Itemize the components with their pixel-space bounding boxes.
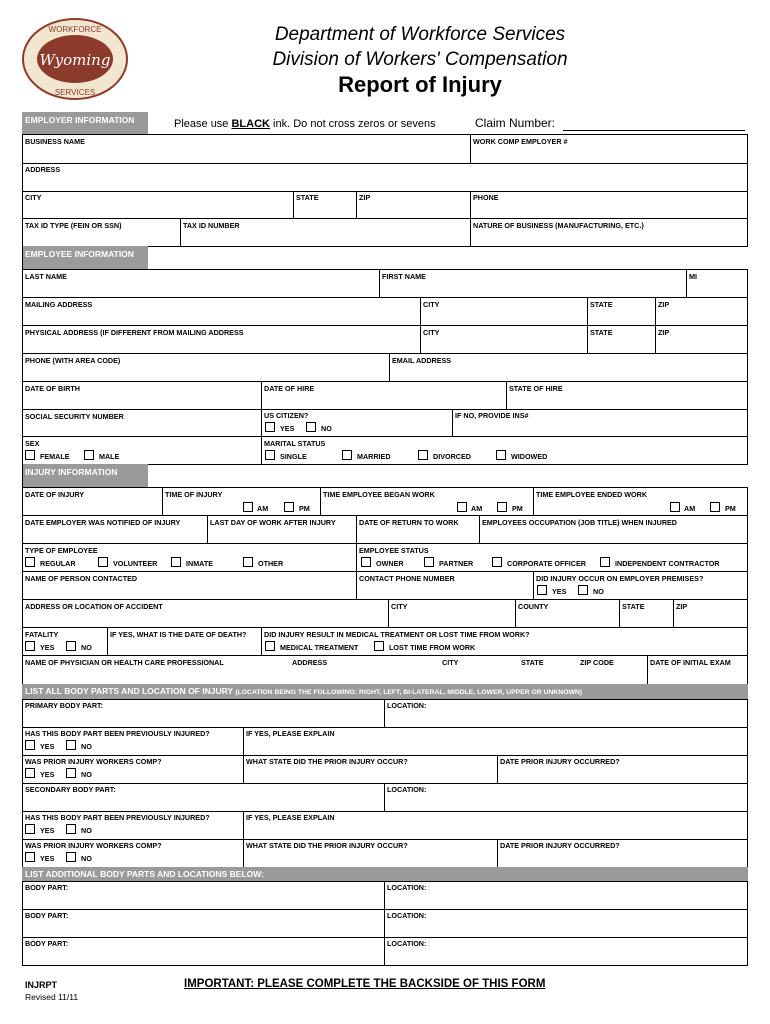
marital-divorced-checkbox[interactable] [418, 450, 428, 460]
citizen-yes-checkbox[interactable] [265, 422, 275, 432]
employee-status-label: EMPLOYEE STATUS [359, 546, 429, 555]
date-return-to-work-label: DATE OF RETURN TO WORK [359, 518, 459, 527]
secondary-prev-no-checkbox[interactable] [66, 824, 76, 834]
claim-number-field[interactable] [563, 130, 745, 131]
fatality-yes-checkbox[interactable] [25, 641, 35, 651]
secondary-prior-date-label: DATE PRIOR INJURY OCCURRED? [500, 841, 620, 850]
additional-location-3-label: LOCATION: [387, 939, 427, 948]
volunteer-label: VOLUNTEER [113, 559, 158, 568]
began-pm-label: PM [512, 504, 523, 513]
ended-pm-label: PM [725, 504, 736, 513]
regular-label: REGULAR [40, 559, 76, 568]
other-checkbox[interactable] [243, 557, 253, 567]
fatality-label: FATALITY [25, 630, 59, 639]
person-contacted-label: NAME OF PERSON CONTACTED [25, 574, 138, 583]
ink-instructions: Please use BLACK ink. Do not cross zeros or sevens [174, 118, 436, 130]
secondary-prior-wc-label: WAS PRIOR INJURY WORKERS COMP? [25, 841, 162, 850]
nature-of-business-label: NATURE OF BUSINESS (MANUFACTURING, ETC.) [473, 221, 644, 230]
on-premises-label: DID INJURY OCCUR ON EMPLOYER PREMISES? [536, 574, 704, 583]
date-of-hire-label: DATE OF HIRE [264, 384, 315, 393]
physician-name-label: NAME OF PHYSICIAN OR HEALTH CARE PROFESSIONAL [25, 658, 224, 667]
form-code: INJRPT [25, 980, 58, 990]
physical-address-label: PHYSICAL ADDRESS (IF DIFFERENT FROM MAILING ADDRESS [25, 328, 244, 337]
secondary-wc-no-checkbox[interactable] [66, 852, 76, 862]
claim-number-label: Claim Number: [475, 116, 556, 130]
employer-zip-label: ZIP [359, 193, 371, 202]
primary-body-part-label: PRIMARY BODY PART: [25, 701, 104, 710]
tax-id-number-label: TAX ID NUMBER [183, 221, 240, 230]
lost-time-checkbox[interactable] [374, 641, 384, 651]
form-title: Report of Injury [338, 72, 502, 97]
date-notified-label: DATE EMPLOYER WAS NOTIFIED OF INJURY [25, 518, 181, 527]
physician-address-label: ADDRESS [292, 658, 328, 667]
owner-label: OWNER [376, 559, 404, 568]
first-name-label: FIRST NAME [382, 272, 426, 281]
mailing-state-label: STATE [590, 300, 613, 309]
occupation-label: EMPLOYEES OCCUPATION (JOB TITLE) WHEN INJURED [482, 518, 678, 527]
secondary-body-part-label: SECONDARY BODY PART: [25, 785, 116, 794]
section-employer-information: EMPLOYER INFORMATION [22, 112, 148, 135]
employer-address-label: ADDRESS [25, 165, 61, 174]
mailing-address-label: MAILING ADDRESS [25, 300, 93, 309]
secondary-wc-yes-label: YES [40, 854, 55, 863]
primary-explain-label: IF YES, PLEASE EXPLAIN [246, 729, 335, 738]
date-of-death-label: IF YES, WHAT IS THE DATE OF DEATH? [110, 630, 247, 639]
began-am-label: AM [471, 504, 483, 513]
initial-exam-label: DATE OF INITIAL EXAM [650, 658, 731, 667]
physician-state-label: STATE [521, 658, 544, 667]
regular-checkbox[interactable] [25, 557, 35, 567]
additional-body-part-1-label: BODY PART: [25, 883, 69, 892]
fatality-no-checkbox[interactable] [66, 641, 76, 651]
corporate-officer-checkbox[interactable] [492, 557, 502, 567]
physical-state-label: STATE [590, 328, 613, 337]
marital-married-checkbox[interactable] [342, 450, 352, 460]
secondary-location-label: LOCATION: [387, 785, 427, 794]
injury-am-checkbox[interactable] [243, 502, 253, 512]
sex-male-checkbox[interactable] [84, 450, 94, 460]
fatality-yes-label: YES [40, 643, 55, 652]
sex-female-checkbox[interactable] [25, 450, 35, 460]
premises-no-checkbox[interactable] [578, 585, 588, 595]
date-of-injury-label: DATE OF INJURY [25, 490, 85, 499]
svg-text:WORKFORCE: WORKFORCE [48, 25, 102, 34]
secondary-prior-state-label: WHAT STATE DID THE PRIOR INJURY OCCUR? [246, 841, 408, 850]
volunteer-checkbox[interactable] [98, 557, 108, 567]
employer-state-label: STATE [296, 193, 319, 202]
inmate-label: INMATE [186, 559, 214, 568]
treatment-or-lost-time-label: DID INJURY RESULT IN MEDICAL TREATMENT OR LOST TIME FROM WORK? [264, 630, 530, 639]
injury-am-label: AM [257, 504, 269, 513]
section-body-parts: LIST ALL BODY PARTS AND LOCATION OF INJURY (LOCATION BEING THE FOLLOWING: RIGHT, LEFT, BI-LATERAL, MIDDLE, LOWER, UPPER OR UNKNOWN) [22, 684, 748, 699]
partner-checkbox[interactable] [424, 557, 434, 567]
male-label: MALE [99, 452, 120, 461]
sex-label: SEX [25, 439, 40, 448]
secondary-prev-yes-checkbox[interactable] [25, 824, 35, 834]
time-of-injury-label: TIME OF INJURY [165, 490, 223, 499]
last-name-label: LAST NAME [25, 272, 67, 281]
secondary-wc-yes-checkbox[interactable] [25, 852, 35, 862]
independent-contractor-label: INDEPENDENT CONTRACTOR [615, 559, 720, 568]
primary-previously-injured-label: HAS THIS BODY PART BEEN PREVIOUSLY INJURED? [25, 729, 210, 738]
section-injury-information: INJURY INFORMATION [22, 464, 148, 487]
primary-wc-yes-label: YES [40, 770, 55, 779]
injury-pm-checkbox[interactable] [284, 502, 294, 512]
mailing-zip-label: ZIP [658, 300, 670, 309]
type-of-employee-label: TYPE OF EMPLOYEE [25, 546, 98, 555]
date-of-birth-label: DATE OF BIRTH [25, 384, 80, 393]
ended-pm-checkbox[interactable] [710, 502, 720, 512]
single-label: SINGLE [280, 452, 307, 461]
owner-checkbox[interactable] [361, 557, 371, 567]
fatality-no-label: NO [81, 643, 92, 652]
accident-city-label: CITY [391, 602, 408, 611]
secondary-prev-yes-label: YES [40, 826, 55, 835]
last-day-of-work-label: LAST DAY OF WORK AFTER INJURY [210, 518, 336, 527]
ssn-label: SOCIAL SECURITY NUMBER [25, 412, 124, 421]
tax-id-type-label: TAX ID TYPE (FEIN OR SSN) [25, 221, 122, 230]
citizen-no-label: NO [321, 424, 332, 433]
additional-body-part-3-label: BODY PART: [25, 939, 69, 948]
premises-yes-checkbox[interactable] [537, 585, 547, 595]
inmate-checkbox[interactable] [171, 557, 181, 567]
premises-no-label: NO [593, 587, 604, 596]
marital-single-checkbox[interactable] [265, 450, 275, 460]
state-of-hire-label: STATE OF HIRE [509, 384, 563, 393]
additional-body-part-2-label: BODY PART: [25, 911, 69, 920]
citizen-yes-label: YES [280, 424, 295, 433]
divorced-label: DIVORCED [433, 452, 471, 461]
secondary-wc-no-label: NO [81, 854, 92, 863]
wc-employer-number-label: WORK COMP EMPLOYER # [473, 137, 568, 146]
primary-wc-no-checkbox[interactable] [66, 768, 76, 778]
accident-zip-label: ZIP [676, 602, 688, 611]
primary-prev-no-label: NO [81, 742, 92, 751]
female-label: FEMALE [40, 452, 70, 461]
physician-zip-label: ZIP CODE [580, 658, 614, 667]
secondary-prev-no-label: NO [81, 826, 92, 835]
contact-phone-label: CONTACT PHONE NUMBER [359, 574, 455, 583]
medical-treatment-label: MEDICAL TREATMENT [280, 643, 359, 652]
injury-pm-label: PM [299, 504, 310, 513]
primary-location-label: LOCATION: [387, 701, 427, 710]
physical-zip-label: ZIP [658, 328, 670, 337]
business-name-label: BUSINESS NAME [25, 137, 85, 146]
employer-city-label: CITY [25, 193, 42, 202]
other-label: OTHER [258, 559, 284, 568]
marital-widowed-checkbox[interactable] [496, 450, 506, 460]
revision-date: Revised 11/11 [25, 992, 79, 1002]
partner-label: PARTNER [439, 559, 474, 568]
accident-location-label: ADDRESS OR LOCATION OF ACCIDENT [25, 602, 163, 611]
employer-phone-label: PHONE [473, 193, 499, 202]
primary-wc-yes-checkbox[interactable] [25, 768, 35, 778]
primary-wc-no-label: NO [81, 770, 92, 779]
primary-prev-yes-checkbox[interactable] [25, 740, 35, 750]
ended-am-checkbox[interactable] [670, 502, 680, 512]
accident-county-label: COUNTY [518, 602, 549, 611]
primary-prior-wc-label: WAS PRIOR INJURY WORKERS COMP? [25, 757, 162, 766]
secondary-previously-injured-label: HAS THIS BODY PART BEEN PREVIOUSLY INJURED? [25, 813, 210, 822]
lost-time-label: LOST TIME FROM WORK [389, 643, 476, 652]
ins-number-label: IF NO, PROVIDE INS# [455, 411, 529, 420]
department-title: Department of Workforce Services [274, 24, 566, 45]
married-label: MARRIED [357, 452, 391, 461]
us-citizen-label: US CITIZEN? [264, 411, 309, 420]
began-am-checkbox[interactable] [457, 502, 467, 512]
primary-prior-state-label: WHAT STATE DID THE PRIOR INJURY OCCUR? [246, 757, 408, 766]
citizen-no-checkbox[interactable] [306, 422, 316, 432]
important-notice: IMPORTANT: PLEASE COMPLETE THE BACKSIDE OF THIS FORM [184, 978, 546, 990]
division-title: Division of Workers' Compensation [272, 49, 568, 70]
middle-initial-label: MI [689, 272, 697, 281]
section-employee-information: EMPLOYEE INFORMATION [22, 246, 148, 269]
premises-yes-label: YES [552, 587, 567, 596]
ended-am-label: AM [684, 504, 696, 513]
primary-prev-yes-label: YES [40, 742, 55, 751]
employee-phone-label: PHONE (WITH AREA CODE) [25, 356, 121, 365]
section-additional-body-parts: LIST ADDITIONAL BODY PARTS AND LOCATIONS BELOW: [22, 867, 748, 881]
primary-prior-date-label: DATE PRIOR INJURY OCCURRED? [500, 757, 620, 766]
corporate-officer-label: CORPORATE OFFICER [507, 559, 586, 568]
svg-text:Wyoming: Wyoming [39, 51, 111, 69]
primary-prev-no-checkbox[interactable] [66, 740, 76, 750]
additional-location-1-label: LOCATION: [387, 883, 427, 892]
independent-contractor-checkbox[interactable] [600, 557, 610, 567]
svg-text:SERVICES: SERVICES [54, 88, 96, 97]
marital-status-label: MARITAL STATUS [264, 439, 326, 448]
time-began-work-label: TIME EMPLOYEE BEGAN WORK [323, 490, 435, 499]
medical-treatment-checkbox[interactable] [265, 641, 275, 651]
physician-city-label: CITY [442, 658, 459, 667]
time-ended-work-label: TIME EMPLOYEE ENDED WORK [536, 490, 648, 499]
mailing-city-label: CITY [423, 300, 440, 309]
wyoming-workforce-services-logo [22, 18, 128, 100]
began-pm-checkbox[interactable] [497, 502, 507, 512]
accident-state-label: STATE [622, 602, 645, 611]
email-address-label: EMAIL ADDRESS [392, 356, 452, 365]
secondary-explain-label: IF YES, PLEASE EXPLAIN [246, 813, 335, 822]
additional-location-2-label: LOCATION: [387, 911, 427, 920]
widowed-label: WIDOWED [511, 452, 548, 461]
physical-city-label: CITY [423, 328, 440, 337]
